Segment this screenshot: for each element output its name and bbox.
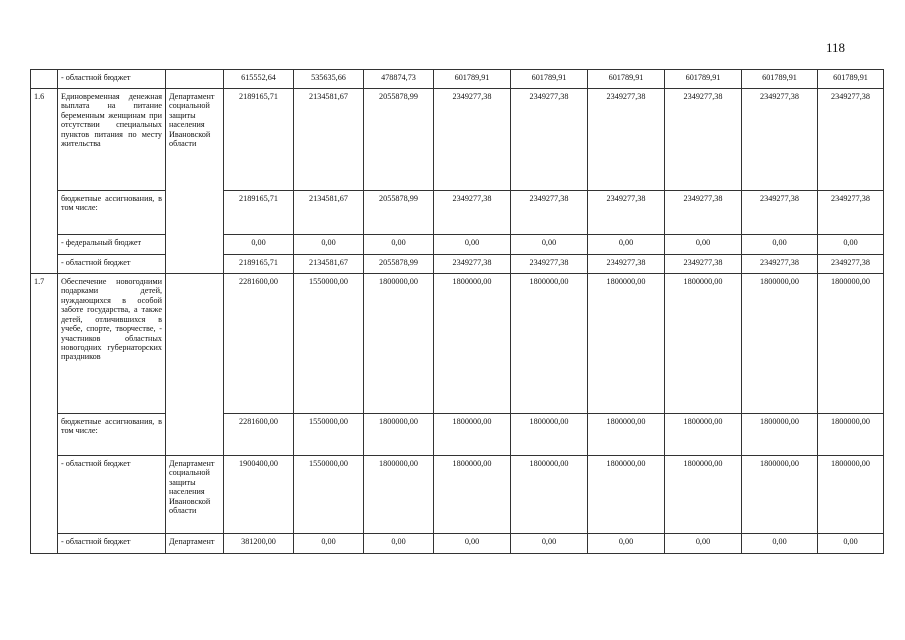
item-name: Единовременная денежная выплата на питание беременным женщинам при отсутствии специальных пунктов питания по месту жительства: [58, 89, 166, 191]
value-cell: 0,00: [434, 534, 511, 554]
executor-cell: Департамент социальной защиты населения Ивановской области: [166, 456, 224, 534]
value-cell: 1800000,00: [742, 456, 818, 534]
value-cell: 0,00: [364, 534, 434, 554]
item-name: Обеспечение новогодними подарками детей, нуждающихся в особой заботе государства, а также детей, отличившихся в учебе, спорте, творчестве, - участников областных новогодних губернаторских праздников: [58, 274, 166, 414]
value-cell: 2055878,99: [364, 89, 434, 191]
value-cell: 0,00: [742, 235, 818, 255]
value-cell: 0,00: [434, 235, 511, 255]
row-label: - областной бюджет: [58, 456, 166, 534]
value-cell: 2349277,38: [434, 191, 511, 235]
table-row: [31, 89, 884, 191]
value-cell: 0,00: [511, 534, 588, 554]
value-cell: 1800000,00: [511, 414, 588, 456]
row-label: - областной бюджет: [58, 534, 166, 554]
value-cell: 2349277,38: [511, 89, 588, 191]
value-cell: 601789,91: [588, 70, 665, 89]
value-cell: 1800000,00: [364, 414, 434, 456]
value-cell: 0,00: [742, 534, 818, 554]
value-cell: 1800000,00: [665, 274, 742, 414]
value-cell: 1800000,00: [364, 274, 434, 414]
row-label: - областной бюджет: [58, 255, 166, 274]
budget-table: [30, 69, 884, 554]
value-cell: 2349277,38: [434, 255, 511, 274]
value-cell: 2134581,67: [294, 255, 364, 274]
value-cell: 1800000,00: [364, 456, 434, 534]
page-number: 118: [826, 40, 846, 55]
value-cell: 2349277,38: [818, 191, 884, 235]
value-cell: 2349277,38: [818, 255, 884, 274]
value-cell: 615552,64: [224, 70, 294, 89]
value-cell: 2349277,38: [434, 89, 511, 191]
value-cell: 2349277,38: [588, 89, 665, 191]
value-cell: 0,00: [818, 235, 884, 255]
value-cell: 2349277,38: [665, 255, 742, 274]
value-cell: 1800000,00: [434, 456, 511, 534]
table-row: [31, 274, 884, 414]
value-cell: 0,00: [588, 235, 665, 255]
value-cell: 2189165,71: [224, 89, 294, 191]
value-cell: 381200,00: [224, 534, 294, 554]
executor-cell: Департамент социальной защиты населения Ивановской области: [166, 89, 224, 274]
row-label: - областной бюджет: [58, 70, 166, 89]
value-cell: 1900400,00: [224, 456, 294, 534]
value-cell: 2134581,67: [294, 89, 364, 191]
row-number-cell: 1.6: [31, 89, 58, 274]
value-cell: 1800000,00: [434, 274, 511, 414]
value-cell: 601789,91: [665, 70, 742, 89]
value-cell: 2349277,38: [511, 255, 588, 274]
value-cell: 2134581,67: [294, 191, 364, 235]
value-cell: 0,00: [665, 235, 742, 255]
row-number-cell: 1.7: [31, 274, 58, 554]
value-cell: 2349277,38: [742, 255, 818, 274]
value-cell: 1800000,00: [818, 456, 884, 534]
value-cell: 0,00: [511, 235, 588, 255]
table-row: [31, 255, 884, 274]
table-row: [31, 534, 884, 554]
value-cell: 1800000,00: [511, 274, 588, 414]
value-cell: 1800000,00: [588, 456, 665, 534]
value-cell: 1800000,00: [588, 414, 665, 456]
value-cell: 0,00: [665, 534, 742, 554]
value-cell: 0,00: [588, 534, 665, 554]
value-cell: 1800000,00: [742, 274, 818, 414]
row-label: - федеральный бюджет: [58, 235, 166, 255]
executor-cell: Департамент: [166, 534, 224, 554]
value-cell: 1800000,00: [588, 274, 665, 414]
value-cell: 1800000,00: [742, 414, 818, 456]
value-cell: 1800000,00: [665, 414, 742, 456]
value-cell: 0,00: [364, 235, 434, 255]
table-row: [31, 235, 884, 255]
value-cell: 1800000,00: [818, 274, 884, 414]
table-row: [31, 414, 884, 456]
value-cell: 0,00: [224, 235, 294, 255]
value-cell: 1550000,00: [294, 274, 364, 414]
value-cell: 2349277,38: [818, 89, 884, 191]
value-cell: 1800000,00: [511, 456, 588, 534]
value-cell: 601789,91: [742, 70, 818, 89]
value-cell: 0,00: [294, 534, 364, 554]
value-cell: 1550000,00: [294, 456, 364, 534]
value-cell: 478874,73: [364, 70, 434, 89]
value-cell: 2349277,38: [511, 191, 588, 235]
value-cell: 601789,91: [818, 70, 884, 89]
value-cell: 2189165,71: [224, 191, 294, 235]
table-row: [31, 70, 884, 89]
row-number-cell: [31, 70, 58, 89]
executor-cell: [166, 274, 224, 456]
value-cell: 1800000,00: [434, 414, 511, 456]
row-label: бюджетные ассигнования, в том числе:: [58, 414, 166, 456]
value-cell: 2281600,00: [224, 414, 294, 456]
table-row: [31, 191, 884, 235]
value-cell: 2349277,38: [665, 89, 742, 191]
value-cell: 2189165,71: [224, 255, 294, 274]
value-cell: 1550000,00: [294, 414, 364, 456]
executor-cell: [166, 70, 224, 89]
value-cell: 0,00: [294, 235, 364, 255]
value-cell: 2349277,38: [588, 255, 665, 274]
value-cell: 535635,66: [294, 70, 364, 89]
value-cell: 2055878,99: [364, 255, 434, 274]
value-cell: 601789,91: [511, 70, 588, 89]
value-cell: 1800000,00: [818, 414, 884, 456]
value-cell: 2349277,38: [665, 191, 742, 235]
value-cell: 2349277,38: [742, 191, 818, 235]
table-row: [31, 456, 884, 534]
value-cell: 2055878,99: [364, 191, 434, 235]
row-label: бюджетные ассигнования, в том числе:: [58, 191, 166, 235]
value-cell: 0,00: [818, 534, 884, 554]
value-cell: 2349277,38: [742, 89, 818, 191]
value-cell: 1800000,00: [665, 456, 742, 534]
value-cell: 2349277,38: [588, 191, 665, 235]
value-cell: 601789,91: [434, 70, 511, 89]
value-cell: 2281600,00: [224, 274, 294, 414]
